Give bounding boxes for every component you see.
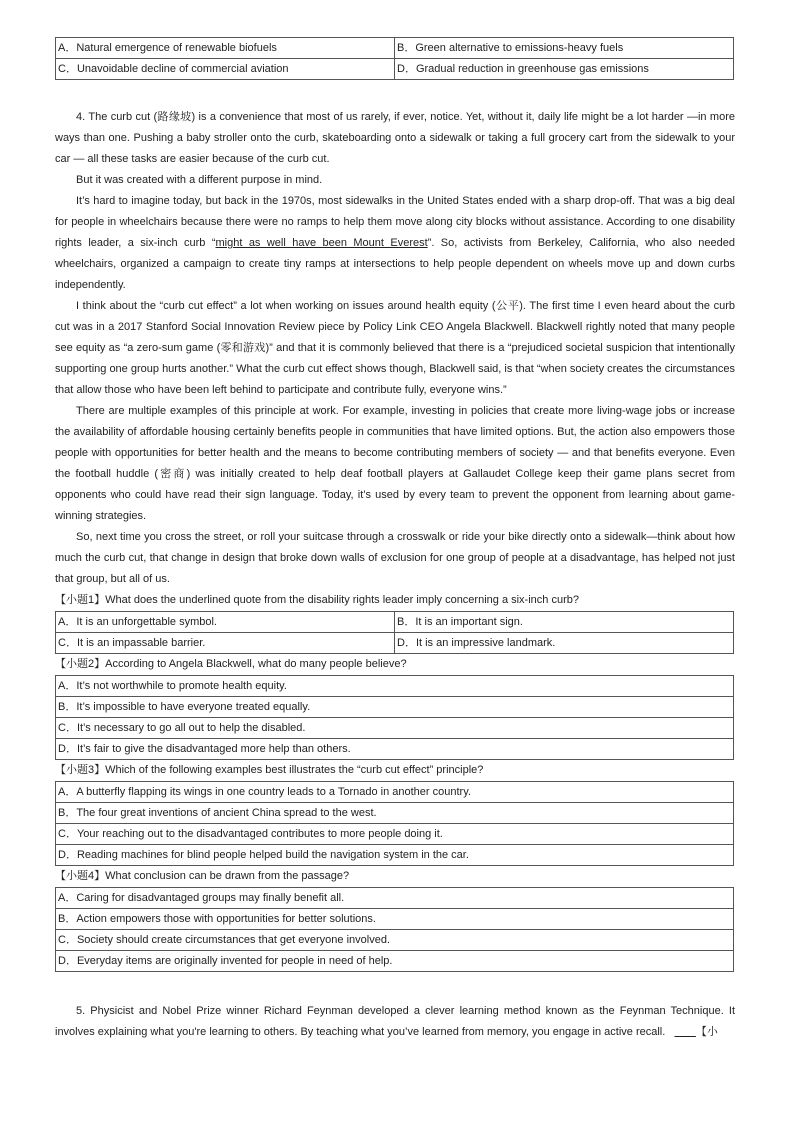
paragraph: I think about the “curb cut effect” a lot when working on issues around health equity (公平). The first time I even heard about the curb cut was in a 2017 Stanford Social Innovation Review piece by Policy Link CEO Angela Blackwell. Blackwell rightly noted that many people see equity as “a zero-sum game (零和游戏)” and that it is commonly believed that there is a “prejudiced societal suspicion that intentionally supporting one group hurts another.” What the curb cut effect shows though, Blackwell said, is that “when society creates the circumstances that allow those who have been left behind to participate and contribute fully, everyone wins.” — [55, 300, 735, 396]
paragraph: 4. The curb cut (路缘坡) is a convenience that most of us rarely, if ever, notice. Yet, without it, daily life might be a lot harder —in more ways than one. Pushing a baby stroller onto the curb, skateboarding onto a sidewalk or taking a full grocery cart from the sidewalk to your car — all these tasks are easier because of the curb cut. — [55, 111, 735, 165]
option-b[interactable]: B．It is an important sign. — [395, 612, 734, 633]
option-row — [56, 633, 734, 654]
worksheet-page — [55, 37, 735, 1043]
question-options — [55, 781, 734, 866]
spacer — [55, 80, 735, 107]
spacer — [55, 972, 735, 1001]
previous-question-options — [55, 37, 734, 80]
option-row — [56, 888, 734, 909]
option-c[interactable]: C．Unavoidable decline of commercial aviation — [56, 59, 395, 80]
option-row — [56, 824, 734, 845]
question-options — [55, 887, 734, 972]
option-row — [56, 739, 734, 760]
option-d[interactable]: D．Gradual reduction in greenhouse gas emissions — [395, 59, 734, 80]
option-b[interactable]: B．The four great inventions of ancient China spread to the west. — [56, 803, 734, 824]
option-row — [56, 59, 734, 80]
option-b[interactable]: B．It’s impossible to have everyone treated equally. — [56, 697, 734, 718]
text-span: It’s hard to imagine today, but back in the 1970s, most sidewalks in the United States ended with a sharp drop-off. That was a big deal for people in wheelchairs because there were no ramps to help them move along city blocks without assistance. According to one disability rights leader, a six-inch curb “ — [55, 195, 735, 249]
option-c[interactable]: C．It is an impassable barrier. — [56, 633, 395, 654]
option-row — [56, 951, 734, 972]
question-options — [55, 611, 734, 654]
option-a[interactable]: A．A butterfly flapping its wings in one country leads to a Tornado in another country. — [56, 782, 734, 803]
question-stem: 【小题4】What conclusion can be drawn from the passage? — [55, 870, 350, 882]
option-row — [56, 845, 734, 866]
paragraph — [55, 191, 735, 296]
option-row — [56, 909, 734, 930]
question-stem: 【小题1】What does the underlined quote from the disability rights leader imply concerning a six-inch curb? — [55, 594, 579, 606]
paragraph — [55, 1001, 735, 1043]
text-span: 5. Physicist and Nobel Prize winner Richard Feynman developed a clever learning method known as the Feynman Technique. It involves explaining what you're learning to others. By teaching what you’ve learned from memory, you engage in active recall. — [55, 1005, 735, 1038]
option-d[interactable]: D．It’s fair to give the disadvantaged more help than others. — [56, 739, 734, 760]
option-c[interactable]: C．Society should create circumstances that get everyone involved. — [56, 930, 734, 951]
option-row — [56, 697, 734, 718]
passage-4 — [55, 107, 735, 590]
option-row — [56, 930, 734, 951]
option-a[interactable]: A．Caring for disadvantaged groups may finally benefit all. — [56, 888, 734, 909]
underlined-quote: might as well have been Mount Everest — [215, 237, 428, 249]
option-d[interactable]: D．Reading machines for blind people helped build the navigation system in the car. — [56, 845, 734, 866]
paragraph: But it was created with a different purpose in mind. — [76, 174, 323, 186]
option-row — [56, 612, 734, 633]
passage-5 — [55, 1001, 735, 1043]
option-d[interactable]: D．It is an impressive landmark. — [395, 633, 734, 654]
option-a[interactable]: A．It’s not worthwhile to promote health equity. — [56, 676, 734, 697]
option-a[interactable]: A．Natural emergence of renewable biofuels — [56, 38, 395, 59]
paragraph: So, next time you cross the street, or roll your suitcase through a crosswalk or ride your bike directly onto a sidewalk—think about how much the curb cut, that change in design that broke down walls of exclusion for one group of people at a disadvantage, has helped not just that group, but all of us. — [55, 531, 735, 585]
question-stem: 【小题2】According to Angela Blackwell, what do many people believe? — [55, 658, 407, 670]
question-stem: 【小题3】Which of the following examples best illustrates the “curb cut effect” principle? — [55, 764, 484, 776]
option-b[interactable]: B．Green alternative to emissions-heavy fuels — [395, 38, 734, 59]
option-b[interactable]: B．Action empowers those with opportunities for better solutions. — [56, 909, 734, 930]
option-row — [56, 718, 734, 739]
question-tag: 【小 — [695, 1026, 718, 1038]
option-a[interactable]: A．It is an unforgettable symbol. — [56, 612, 395, 633]
option-row — [56, 782, 734, 803]
option-row — [56, 803, 734, 824]
blank — [674, 1026, 695, 1038]
option-row — [56, 38, 734, 59]
question-options — [55, 675, 734, 760]
text-span: ”. So, activists from Berkeley, California, who also needed wheelchairs, organized a campaign to create tiny ramps at intersections to help people dependent on wheels move up and down curbs independently. — [55, 237, 735, 291]
paragraph: There are multiple examples of this principle at work. For example, investing in policies that create more living-wage jobs or increase the availability of affordable housing certainly benefits people in communities that have limited options. But, the action also empowers those people with opportunities for better health and the means to become contributing members of society — and that benefits everyone. Even the football huddle (密商) was initially created to help deaf football players at Gallaudet College keep their game plans secret from opponents who could have read their sign language. Today, it’s used by every team to prevent the opponent from learning about game-winning strategies. — [55, 405, 735, 522]
option-row — [56, 676, 734, 697]
option-c[interactable]: C．It’s necessary to go all out to help the disabled. — [56, 718, 734, 739]
option-c[interactable]: C．Your reaching out to the disadvantaged contributes to more people doing it. — [56, 824, 734, 845]
option-d[interactable]: D．Everyday items are originally invented for people in need of help. — [56, 951, 734, 972]
